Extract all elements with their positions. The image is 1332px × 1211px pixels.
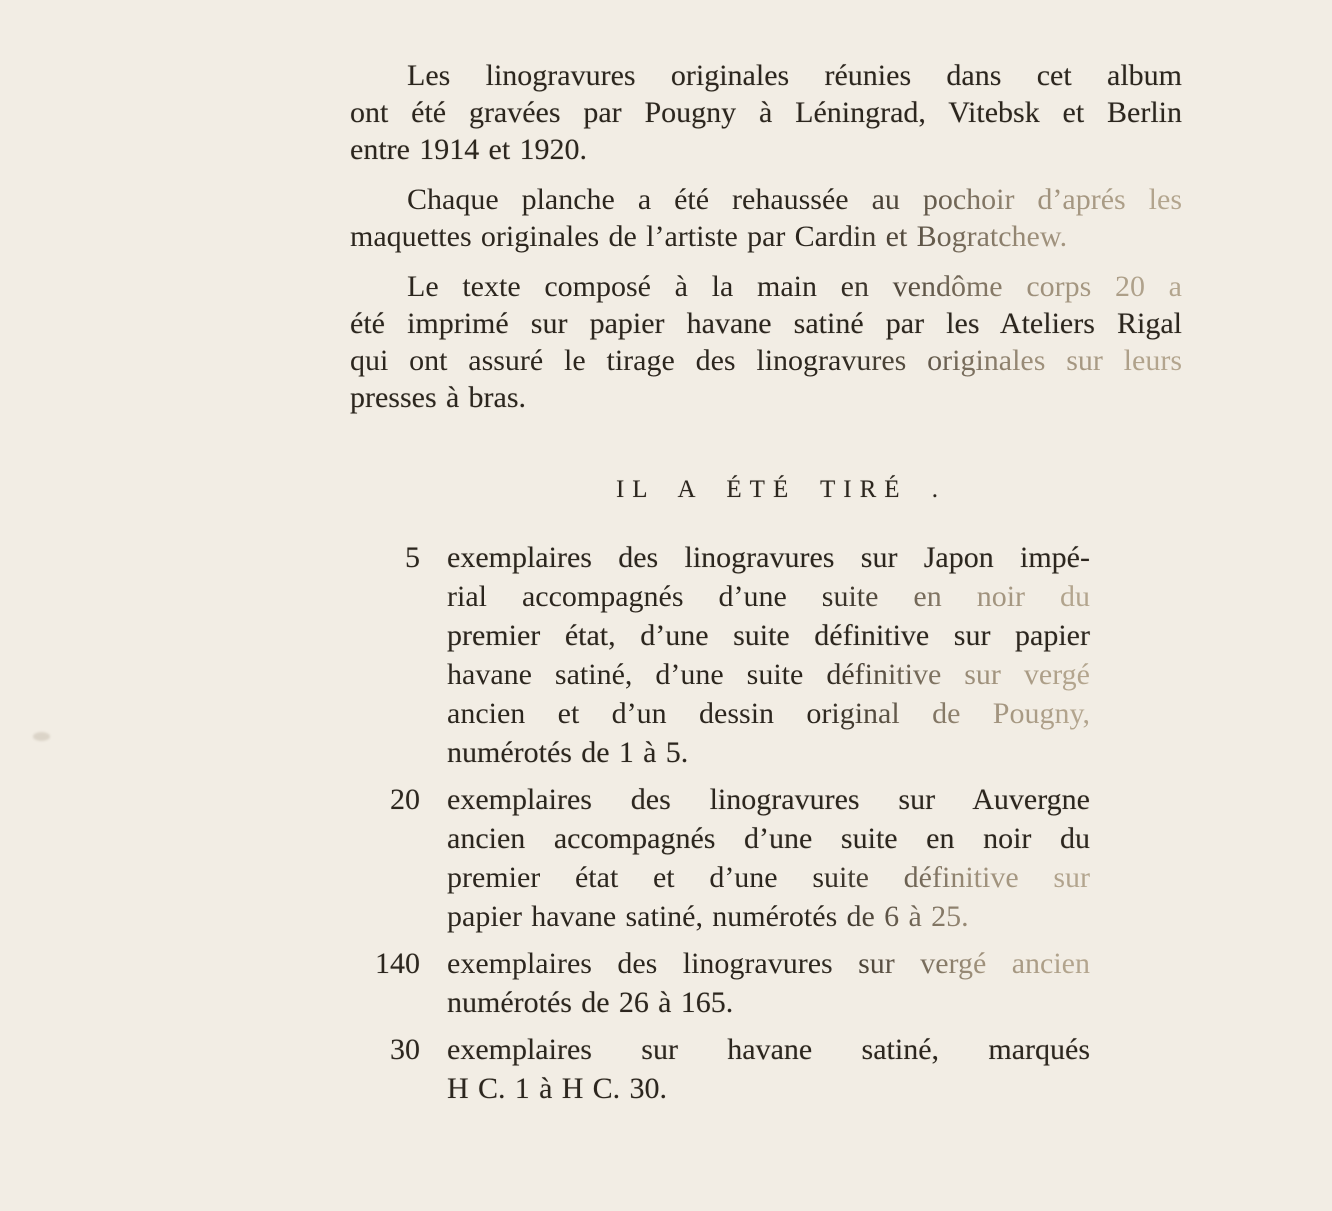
edition-description [447,944,1090,1022]
text-line: ont été gravées par Pougny à Léningrad, Vitebsk et Berlin [350,96,1182,129]
tirage-heading: IL A ÉTÉ TIRÉ . [615,476,947,503]
text-line: rial accompagnés d’une suite en noir du [447,577,1090,616]
paper-smudge-mark [33,732,50,741]
paragraph-pochoir-coloring [350,181,1182,255]
paragraph-text-printing [350,268,1182,416]
text-line: qui ont assuré le tirage des linogravures originales sur leurs [350,344,1182,377]
text-line: exemplaires sur havane satiné, marqués [447,1033,1090,1066]
text-line: presses à bras. [350,381,527,414]
edition-count: 5 [405,541,420,574]
text-line: premier état et d’une suite définitive sur [447,858,1090,897]
edition-item-verge [350,944,1130,1022]
edition-item-auvergne [350,780,1130,936]
text-line: exemplaires des linogravures sur vergé ancien [447,944,1090,983]
edition-item-havane [350,1030,1130,1108]
text-line: H C. 1 à H C. 30. [447,1072,667,1105]
text-line: premier état, d’une suite définitive sur papier [447,619,1090,652]
edition-description [447,1030,1090,1108]
text-line: été imprimé sur papier havane satiné par les Ateliers Rigal [350,307,1182,340]
intro-section [350,57,1182,416]
text-line: papier havane satiné, numérotés de 6 à 25. [447,897,1090,936]
paragraph-engravings-origin [350,57,1182,168]
edition-count: 20 [390,783,420,816]
text-line: Le texte composé à la main en vendôme corps 20 a [350,268,1182,305]
text-line: exemplaires des linogravures sur Japon impé- [447,541,1090,574]
edition-item-japon [350,538,1130,772]
text-line: exemplaires des linogravures sur Auvergne [447,783,1090,816]
text-line: Chaque planche a été rehaussée au pochoir d’aprés les [350,181,1182,218]
text-line: numérotés de 1 à 5. [447,736,689,769]
edition-count: 30 [390,1033,420,1066]
text-line: Les linogravures originales réunies dans cet album [407,59,1182,92]
edition-count: 140 [375,947,420,980]
text-line: maquettes originales de l’artiste par Cardin et Bogratchew. [350,218,1182,255]
edition-description [447,538,1090,772]
edition-list [350,538,1130,1108]
text-line: ancien et d’un dessin original de Pougny, [447,694,1090,733]
text-line: ancien accompagnés d’une suite en noir du [447,822,1090,855]
text-line: entre 1914 et 1920. [350,133,588,166]
text-line: havane satiné, d’une suite définitive sur vergé [447,655,1090,694]
edition-description [447,780,1090,936]
text-line: numérotés de 26 à 165. [447,986,734,1019]
